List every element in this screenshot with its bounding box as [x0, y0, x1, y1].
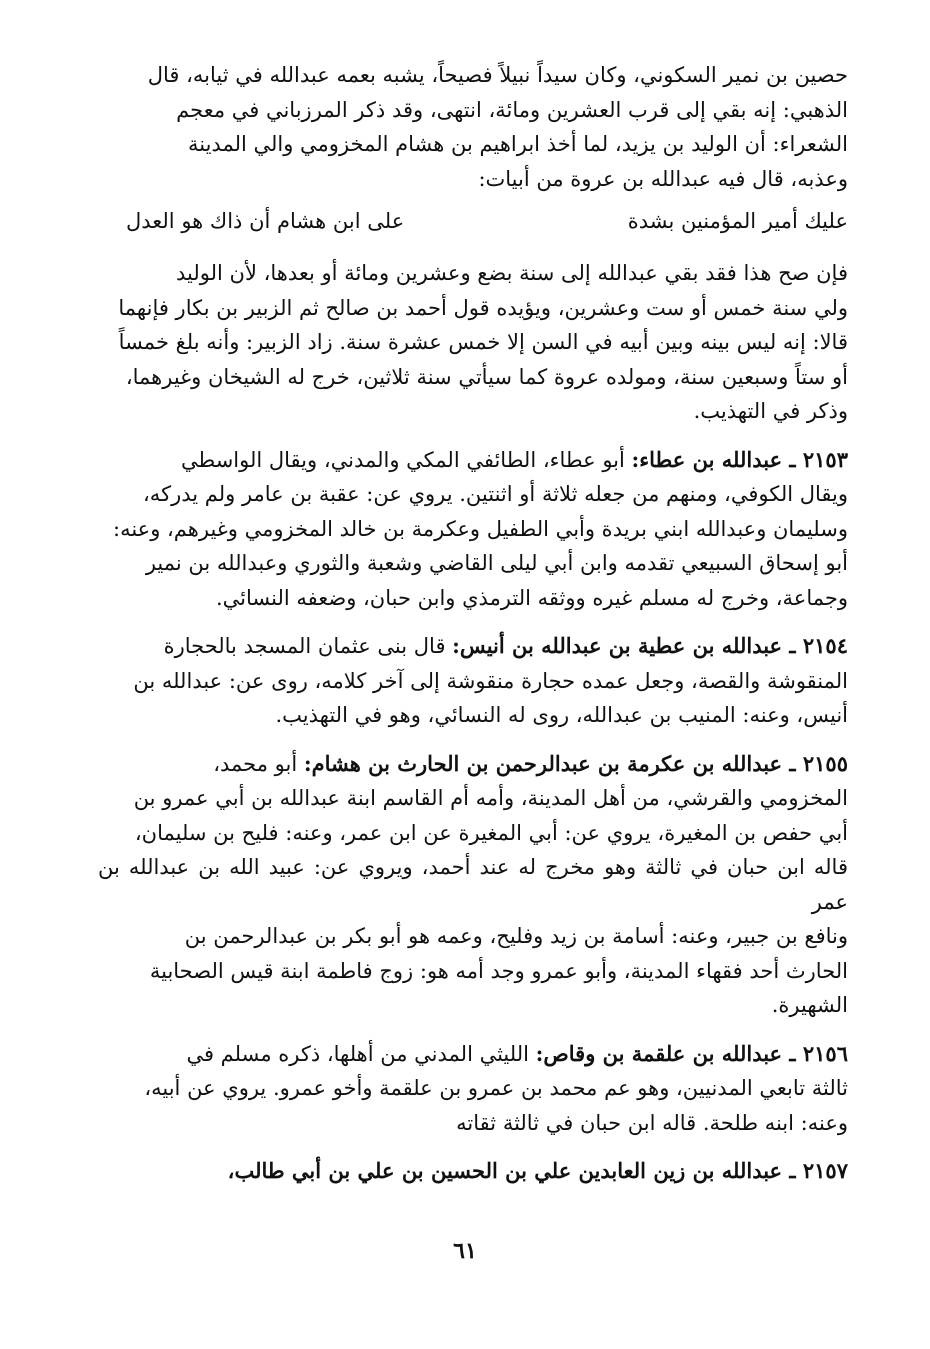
entry-2153: [98, 443, 848, 616]
text-line: ونافع بن جبير، وعنه: أسامة بن زيد وفليح، وعمه هو أبو بكر بن عبدالرحمن بن: [184, 924, 848, 948]
text-line: حصين بن نمير السكوني، وكان سيداً نبيلاً فصيحاً، يشبه بعمه عبدالله في ثيابه، قال: [147, 63, 848, 87]
text-line: الشعراء: أن الوليد بن يزيد، لما أخذ ابراهيم بن هشام المخزومي والي المدينة: [187, 132, 848, 156]
text-line: ثالثة تابعي المدنيين، وهو عم محمد بن عمرو بن علقمة وأخو عمرو. يروي عن أبيه،: [144, 1076, 848, 1100]
text-line: وعنه: ابنه طلحة. قاله ابن حبان في ثالثة ثقاته: [456, 1110, 848, 1135]
entry-first-line: [98, 747, 848, 782]
entry-heading-rest: أبو عطاء، الطائفي المكي والمدني، ويقال الواسطي: [180, 447, 632, 472]
verse-second-hemistich: على ابن هشام أن ذاك هو العدل: [126, 209, 405, 233]
entry-2155: [98, 747, 848, 1023]
spacer: [98, 429, 848, 443]
entry-2154: [98, 629, 848, 733]
text-line: ويقال الكوفي، ومنهم من جعله ثلاثة أو اثنتين. يروي عن: عقبة بن عامر ولم يدركه،: [143, 482, 848, 506]
entry-heading: ٢١٥٤ ـ عبدالله بن عطية بن عبدالله بن أنيس:: [452, 633, 848, 658]
text-line: الذهبي: إنه بقي إلى قرب العشرين ومائة، انتهى، وقد ذكر المرزباني في معجم: [176, 97, 848, 122]
text-line: أبو إسحاق السبيعي تقدمه وابن أبي ليلى القاضي وشعبة والثوري وعبدالله بن نمير: [145, 551, 848, 575]
entry-2157: [98, 1154, 848, 1189]
entry-2156: [98, 1037, 848, 1141]
entry-first-line: [98, 443, 848, 478]
text-line: قاله ابن حبان في ثالثة وهو مخرج له عند أحمد، ويروي عن: عبيد الله بن عبدالله بن عمر: [98, 855, 848, 914]
intro-paragraph: [98, 58, 848, 196]
text-line: المخزومي والقرشي، من أهل المدينة، وأمه أم القاسم ابنة عبدالله بن أبي عمرو بن: [133, 786, 848, 810]
entry-heading: ٢١٥٥ ـ عبدالله بن عكرمة بن عبدالرحمن بن الحارث بن هشام:: [303, 750, 848, 776]
spacer: [98, 1023, 848, 1037]
text-line: أبي حفص بن المغيرة، يروي عن: أبي المغيرة عن ابن عمر، وعنه: فليح بن سليمان،: [134, 820, 848, 845]
text-line: الشهيرة.: [771, 993, 848, 1017]
text-line: الحارث أحد فقهاء المدينة، وأبو عمرو وجد أمه هو: زوج فاطمة ابنة قيس الصحابية: [149, 958, 848, 983]
text-line: فإن صح هذا فقد بقي عبدالله إلى سنة بضع وعشرين ومائة أو بعدها، لأن الوليد: [176, 261, 848, 285]
text-line: وعذبه، قال فيه عبدالله بن عروة من أبيات:: [478, 166, 848, 191]
spacer: [98, 733, 848, 747]
text-line: أنيس، وعنه: المنيب بن عبدالله، روى له النسائي، وهو في التهذيب.: [275, 703, 848, 727]
verse-first-hemistich: عليك أمير المؤمنين بشدة: [627, 209, 848, 233]
spacer: [98, 1140, 848, 1154]
text-line: ولي سنة خمس أو ست وعشرين، ويؤيده قول أحمد بن صالح ثم الزبير بن بكار فإنهما: [118, 295, 848, 320]
entry-first-line: [98, 1154, 848, 1189]
entry-heading-rest: قال بنى عثمان المسجد بالحجارة: [163, 634, 453, 658]
spacer: [98, 615, 848, 629]
entry-heading: ٢١٥٣ ـ عبدالله بن عطاء:: [631, 446, 848, 472]
text-line: المنقوشة والقصة، وجعل عمده حجارة منقوشة إلى آخر كلامه، روى عن: عبدالله بن: [133, 668, 848, 693]
text-line: وجماعة، وخرج له مسلم غيره ووثقه الترمذي وابن حبان، وضعفه النسائي.: [215, 585, 848, 610]
page-number: ٦١: [453, 1238, 477, 1264]
entry-heading: ٢١٥٧ ـ عبدالله بن زين العابدين علي بن الحسين بن علي بن أبي طالب،: [227, 1158, 848, 1183]
entry-heading: ٢١٥٦ ـ عبدالله بن علقمة بن وقاص:: [535, 1040, 848, 1066]
text-line: وذكر في التهذيب.: [693, 399, 848, 423]
text-line: أو ستاً وسبعين سنة، ومولده عروة كما سيأتي سنة ثلاثين، خرج له الشيخان وغيرهما،: [125, 364, 848, 389]
text-line: قالا: إنه ليس بينه وبين أبيه في السن إلا خمس عشرة سنة. زاد الزبير: وأنه بلغ خمساً: [118, 330, 848, 354]
commentary-paragraph: [98, 256, 848, 429]
entry-first-line: [98, 1037, 848, 1072]
entry-heading-rest: أبو محمد،: [213, 751, 304, 776]
text-line: وسليمان وعبدالله ابني بريدة وأبي الطفيل وعكرمة بن خالد المخزومي وغيرهم، وعنه:: [113, 516, 848, 541]
entry-heading-rest: الليثي المدني من أهلها، ذكره مسلم في: [186, 1041, 536, 1066]
poetry-verse: [98, 204, 848, 238]
entry-first-line: [98, 629, 848, 664]
